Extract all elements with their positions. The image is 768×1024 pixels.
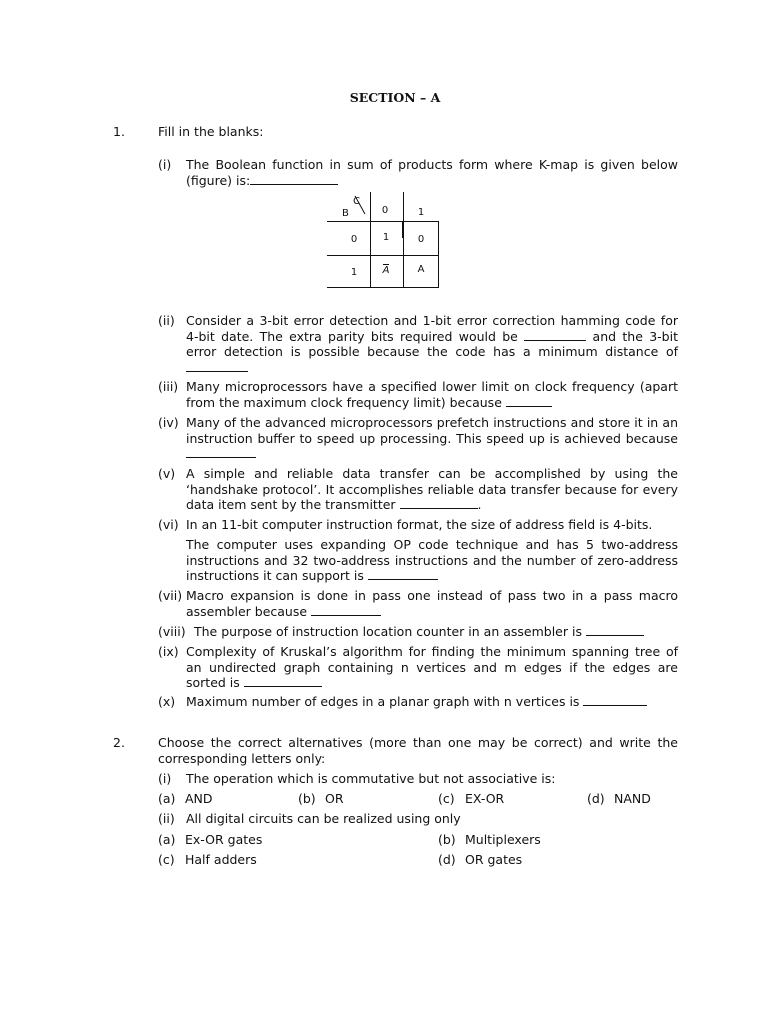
k-map-col-header-1: 1 — [417, 207, 425, 218]
q1-item-ii-text-2: and the 3-bit error detection is possible because the code has a minimum distance of — [186, 328, 678, 359]
q1-item-vii-number: (vii) — [158, 588, 183, 603]
answer-blank — [400, 497, 478, 509]
k-map-col-var: C — [353, 196, 360, 207]
q1-item-x-text: Maximum number of edges in a planar graph with n vertices is — [186, 694, 580, 709]
q2-sub-i-option-b: (b) OR — [298, 791, 344, 806]
answer-blank — [311, 604, 381, 616]
q1-item-v-text-end: . — [477, 497, 482, 512]
q2-sub-i-option-c: (c) EX-OR — [438, 791, 505, 806]
answer-blank — [524, 329, 586, 341]
answer-blank — [506, 395, 552, 407]
q1-item-v-text: A simple and reliable data transfer can be accomplished by using the ‘handshake protocol’. It accomplishes reliable data transfer because for every data item sent by the transmitter — [186, 466, 678, 512]
answer-blank — [186, 446, 256, 458]
question-2-number: 2. — [113, 735, 125, 750]
answer-blank — [186, 360, 248, 372]
k-map-cell-0-1: 0 — [417, 234, 425, 245]
k-map-row-header-0: 0 — [350, 234, 358, 245]
k-map-cell-1-0: A — [382, 265, 390, 276]
k-map-figure — [327, 192, 439, 288]
q2-sub-ii-text: All digital circuits can be realized using only — [186, 811, 461, 826]
answer-blank — [250, 173, 338, 185]
k-map-row-header-1: 1 — [350, 267, 358, 278]
q1-item-vii-text: Macro expansion is done in pass one instead of pass two in a pass macro assembler because — [186, 588, 678, 619]
q2-sub-ii-option-d: (d) OR gates — [438, 852, 523, 867]
answer-blank — [368, 568, 438, 580]
q1-item-iii-text: Many microprocessors have a specified lower limit on clock frequency (apart from the maximum clock frequency limit) because — [186, 379, 678, 410]
q1-item-vi-number: (vi) — [158, 517, 179, 532]
q2-sub-ii-option-a: (a) Ex-OR gates — [158, 832, 263, 847]
q2-sub-i-option-d: (d) NAND — [587, 791, 651, 806]
q1-item-ix-text: Complexity of Kruskal’s algorithm for finding the minimum spanning tree of an undirected graph containing n vertices and m edges if the edges are sorted is — [186, 644, 678, 690]
q1-item-iv-number: (iv) — [158, 415, 179, 430]
q1-item-viii-text: The purpose of instruction location counter in an assembler is — [194, 624, 582, 639]
q2-sub-i-text: The operation which is commutative but not associative is: — [186, 771, 556, 786]
question-2-text: Choose the correct alternatives (more than one may be correct) and write the corresponding letters only: — [158, 735, 678, 766]
k-map-diagonal — [327, 192, 371, 220]
q1-item-iii-number: (iii) — [158, 379, 179, 394]
q1-item-ix-number: (ix) — [158, 644, 179, 659]
q2-sub-ii-option-b: (b) Multiplexers — [438, 832, 541, 847]
q1-item-i-number: (i) — [158, 157, 172, 172]
k-map-cell-1-1: A — [417, 264, 425, 275]
q2-sub-i-number: (i) — [158, 771, 172, 786]
question-1-text: Fill in the blanks: — [158, 124, 264, 139]
q1-item-ii-number: (ii) — [158, 313, 175, 328]
k-map-row-var: B — [342, 208, 349, 219]
q1-item-x-number: (x) — [158, 694, 176, 709]
q1-item-viii-number: (viii) — [158, 624, 186, 639]
answer-blank — [244, 675, 322, 687]
q2-sub-i-option-a: (a) AND — [158, 791, 213, 806]
q1-item-vi-text-2: The computer uses expanding OP code technique and has 5 two-address instructions and 32 two-address instructions and the number of zero-address instructions it can support is — [186, 537, 678, 583]
q1-item-vi-text: In an 11-bit computer instruction format, the size of address field is 4-bits. — [186, 517, 653, 532]
section-title: SECTION – A — [349, 90, 441, 105]
answer-blank — [583, 694, 647, 706]
answer-blank — [586, 624, 644, 636]
q2-sub-ii-option-c: (c) Half adders — [158, 852, 257, 867]
k-map-cell-0-0: 1 — [382, 232, 390, 243]
q1-item-iv-text: Many of the advanced microprocessors prefetch instructions and store it in an instruction buffer to speed up processing. This speed up is achieved because — [186, 415, 678, 446]
k-map-col-header-0: 0 — [381, 205, 389, 216]
q1-item-v-number: (v) — [158, 466, 176, 481]
q2-sub-ii-number: (ii) — [158, 811, 175, 826]
q1-item-ii-text: Consider a 3-bit error detection and 1-bit error correction hamming code for 4-bit date. The extra parity bits required would be — [186, 313, 678, 344]
q1-item-i-text: The Boolean function in sum of products form where K-map is given below (figure) is: — [186, 157, 678, 188]
question-1-number: 1. — [113, 124, 125, 139]
